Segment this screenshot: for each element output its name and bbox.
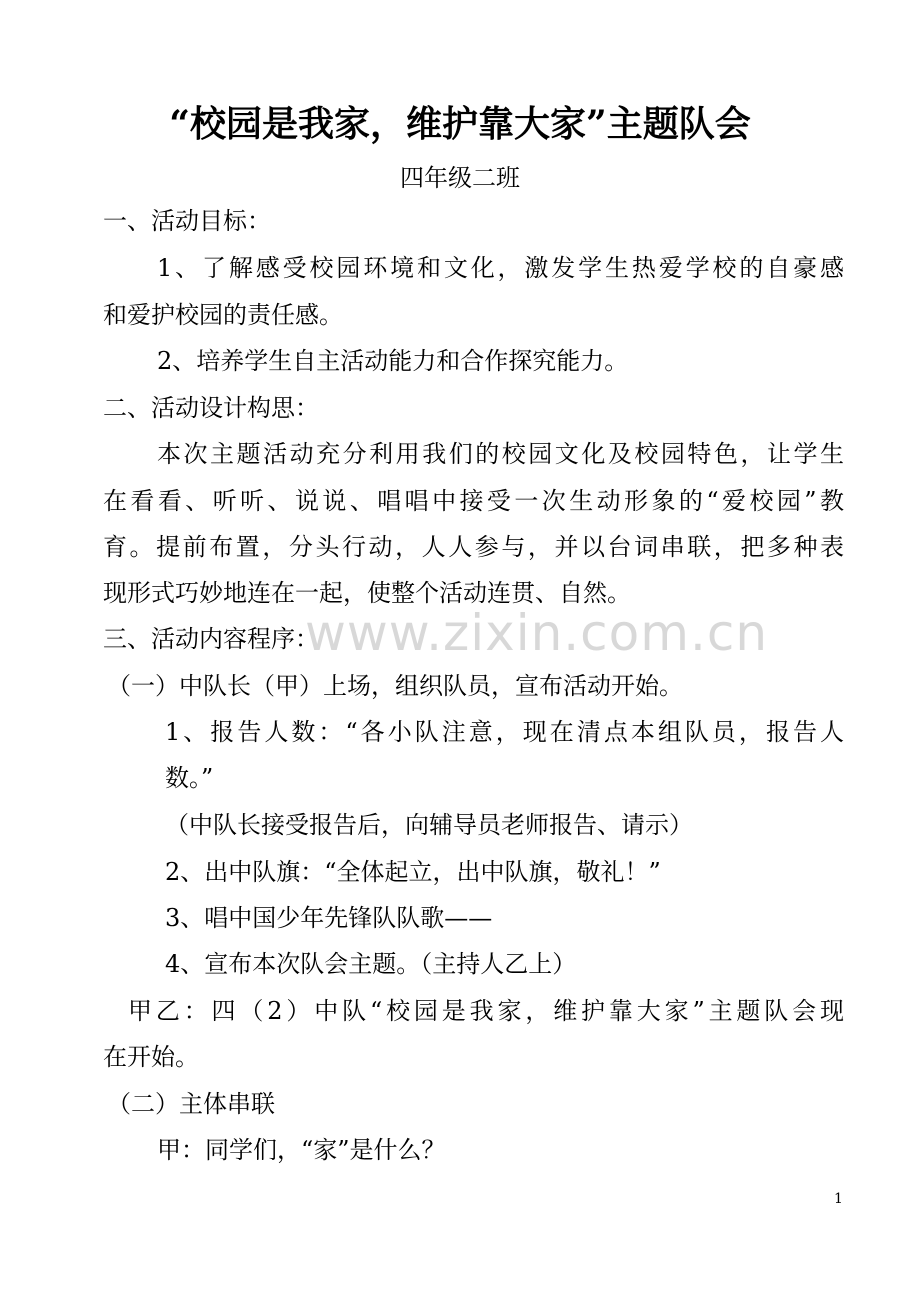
item-4: 4、宣布本次队会主题。（主持人乙上） xyxy=(165,950,577,978)
class-subtitle: 四年级二班 xyxy=(400,164,520,192)
announcement-line-2: 在开始。 xyxy=(103,1043,199,1071)
section-heading-program: 三、活动内容程序： xyxy=(103,625,319,653)
section-heading-goals: 一、活动目标： xyxy=(103,207,271,235)
design-line-2: 在看看、听听、说说、唱唱中接受一次生动形象的“爱校园”教 xyxy=(103,487,844,515)
design-line-3: 育。提前布置，分头行动，人人参与，并以台词串联，把多种表 xyxy=(103,533,844,561)
watermark: www.zixin.com.cn xyxy=(305,604,769,662)
document-title: “校园是我家，维护靠大家”主题队会 xyxy=(169,103,751,145)
part-1-heading: （一）中队长（甲）上场，组织队员，宣布活动开始。 xyxy=(107,672,683,700)
goal-1-line-1: 1、了解感受校园环境和文化，激发学生热爱学校的自豪感 xyxy=(157,254,844,282)
design-line-4: 现形式巧妙地连在一起，使整个活动连贯、自然。 xyxy=(103,579,631,607)
item-2: 2、出中队旗：“全体起立，出中队旗，敬礼！” xyxy=(165,858,661,886)
announcement-line-1: 甲乙：四（2）中队“校园是我家，维护靠大家”主题队会现 xyxy=(128,997,844,1025)
item-1-line-2: 数。” xyxy=(165,764,214,792)
goal-1-line-2: 和爱护校园的责任感。 xyxy=(103,301,343,329)
item-1-line-1: 1、报告人数：“各小队注意，现在清点本组队员，报告人 xyxy=(165,718,844,746)
dialogue-line-1: 甲：同学们，“家”是什么？ xyxy=(157,1136,446,1164)
item-3: 3、唱中国少年先锋队队歌—— xyxy=(165,904,493,932)
page-number: 1 xyxy=(834,1191,843,1207)
report-note: （中队长接受报告后，向辅导员老师报告、请示） xyxy=(165,811,693,839)
goal-2: 2、培养学生自主活动能力和合作探究能力。 xyxy=(157,347,629,375)
design-line-1: 本次主题活动充分利用我们的校园文化及校园特色，让学生 xyxy=(157,440,844,468)
section-heading-design: 二、活动设计构思： xyxy=(103,394,319,422)
part-2-heading: （二）主体串联 xyxy=(107,1090,275,1118)
